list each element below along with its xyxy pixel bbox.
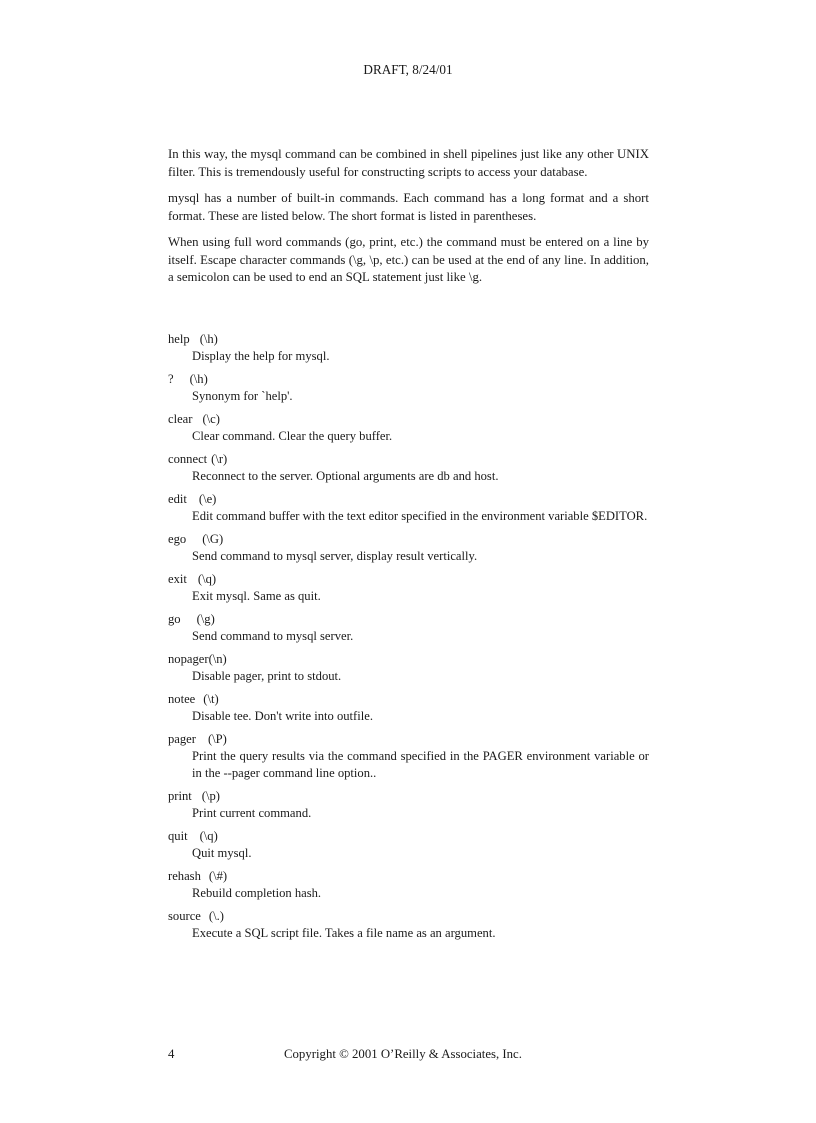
command-signature bbox=[168, 451, 649, 468]
command-signature bbox=[168, 651, 649, 668]
command-shortcut: (\q) bbox=[199, 829, 218, 843]
command-description: Execute a SQL script file. Takes a file name as an argument. bbox=[192, 926, 496, 940]
command-entry bbox=[168, 651, 649, 685]
command-entry bbox=[168, 331, 649, 365]
command-entry bbox=[168, 411, 649, 445]
command-name: nopager bbox=[168, 652, 209, 666]
command-description: Disable tee. Don't write into outfile. bbox=[192, 709, 373, 723]
command-description: Clear command. Clear the query buffer. bbox=[192, 429, 393, 443]
command-signature bbox=[168, 731, 649, 748]
command-entry bbox=[168, 908, 649, 942]
command-name: go bbox=[168, 612, 181, 626]
command-signature bbox=[168, 908, 649, 925]
command-shortcut: (\#) bbox=[208, 869, 228, 883]
command-description: Print current command. bbox=[192, 806, 312, 820]
command-shortcut: (\n) bbox=[208, 652, 227, 666]
command-name: edit bbox=[168, 492, 187, 506]
command-signature bbox=[168, 571, 649, 588]
command-signature bbox=[168, 691, 649, 708]
command-shortcut: (\h) bbox=[189, 372, 208, 386]
command-entry bbox=[168, 491, 649, 525]
command-list bbox=[168, 331, 649, 948]
command-shortcut: (\r) bbox=[211, 452, 228, 466]
command-entry bbox=[168, 371, 649, 405]
copyright-notice: Copyright © 2001 O’Reilly & Associates, Inc. bbox=[284, 1047, 522, 1061]
command-name: source bbox=[168, 909, 201, 923]
command-shortcut: (\q) bbox=[197, 572, 217, 586]
command-signature bbox=[168, 868, 649, 885]
command-name: quit bbox=[168, 829, 188, 843]
command-description: Edit command buffer with the text editor specified in the environment variable $EDITOR. bbox=[192, 509, 648, 523]
command-name: pager bbox=[168, 732, 196, 746]
command-shortcut: (\G) bbox=[202, 532, 224, 546]
command-signature bbox=[168, 788, 649, 805]
command-name: print bbox=[168, 789, 192, 803]
command-shortcut: (\t) bbox=[203, 692, 219, 706]
command-entry bbox=[168, 828, 649, 862]
command-entry bbox=[168, 451, 649, 485]
command-description: Disable pager, print to stdout. bbox=[192, 669, 342, 683]
command-signature bbox=[168, 411, 649, 428]
command-description: Send command to mysql server. bbox=[192, 629, 354, 643]
command-entry bbox=[168, 691, 649, 725]
command-description: Send command to mysql server, display result vertically. bbox=[192, 549, 478, 563]
command-signature bbox=[168, 371, 649, 388]
command-description: Rebuild completion hash. bbox=[192, 886, 322, 900]
command-entry bbox=[168, 611, 649, 645]
page-number: 4 bbox=[168, 1047, 175, 1061]
command-entry bbox=[168, 571, 649, 605]
command-description: Exit mysql. Same as quit. bbox=[192, 589, 321, 603]
intro-paragraph: When using full word commands (go, print, etc.) the command must be entered on a line by itself. Escape character commands (\g, \p, etc.) can be used at the end of any line. In addition, a semicolon can be used to end an SQL statement just like \g. bbox=[168, 235, 649, 284]
command-shortcut: (\g) bbox=[196, 612, 215, 626]
command-entry bbox=[168, 788, 649, 822]
command-shortcut: (\P) bbox=[207, 732, 227, 746]
command-description: Print the query results via the command specified in the PAGER environment variable or in the --pager command line option.. bbox=[192, 749, 649, 780]
command-name: exit bbox=[168, 572, 187, 586]
draft-header: DRAFT, 8/24/01 bbox=[363, 62, 453, 77]
command-entry bbox=[168, 868, 649, 902]
command-signature bbox=[168, 531, 649, 548]
command-name: notee bbox=[168, 692, 196, 706]
command-name: connect bbox=[168, 452, 208, 466]
command-signature bbox=[168, 331, 649, 348]
command-name: rehash bbox=[168, 869, 201, 883]
command-shortcut: (\p) bbox=[201, 789, 220, 803]
command-description: Quit mysql. bbox=[192, 846, 252, 860]
command-signature bbox=[168, 491, 649, 508]
intro-paragraph: mysql has a number of built-in commands. Each command has a long format and a short format. These are listed below. The short format is listed in parentheses. bbox=[168, 191, 649, 223]
command-name: ? bbox=[168, 372, 174, 386]
command-signature bbox=[168, 611, 649, 628]
command-description: Display the help for mysql. bbox=[192, 349, 330, 363]
command-shortcut: (\.) bbox=[208, 909, 224, 923]
command-shortcut: (\e) bbox=[198, 492, 217, 506]
command-shortcut: (\c) bbox=[202, 412, 220, 426]
command-description: Reconnect to the server. Optional arguments are db and host. bbox=[192, 469, 499, 483]
command-signature bbox=[168, 828, 649, 845]
intro-section bbox=[168, 146, 649, 296]
command-name: ego bbox=[168, 532, 187, 546]
command-entry bbox=[168, 531, 649, 565]
command-name: clear bbox=[168, 412, 193, 426]
command-name: help bbox=[168, 332, 190, 346]
intro-paragraph: In this way, the mysql command can be combined in shell pipelines just like any other UNIX filter. This is tremendously useful for constructing scripts to access your database. bbox=[168, 147, 649, 179]
command-description: Synonym for `help'. bbox=[192, 389, 293, 403]
command-entry bbox=[168, 731, 649, 782]
command-shortcut: (\h) bbox=[199, 332, 218, 346]
